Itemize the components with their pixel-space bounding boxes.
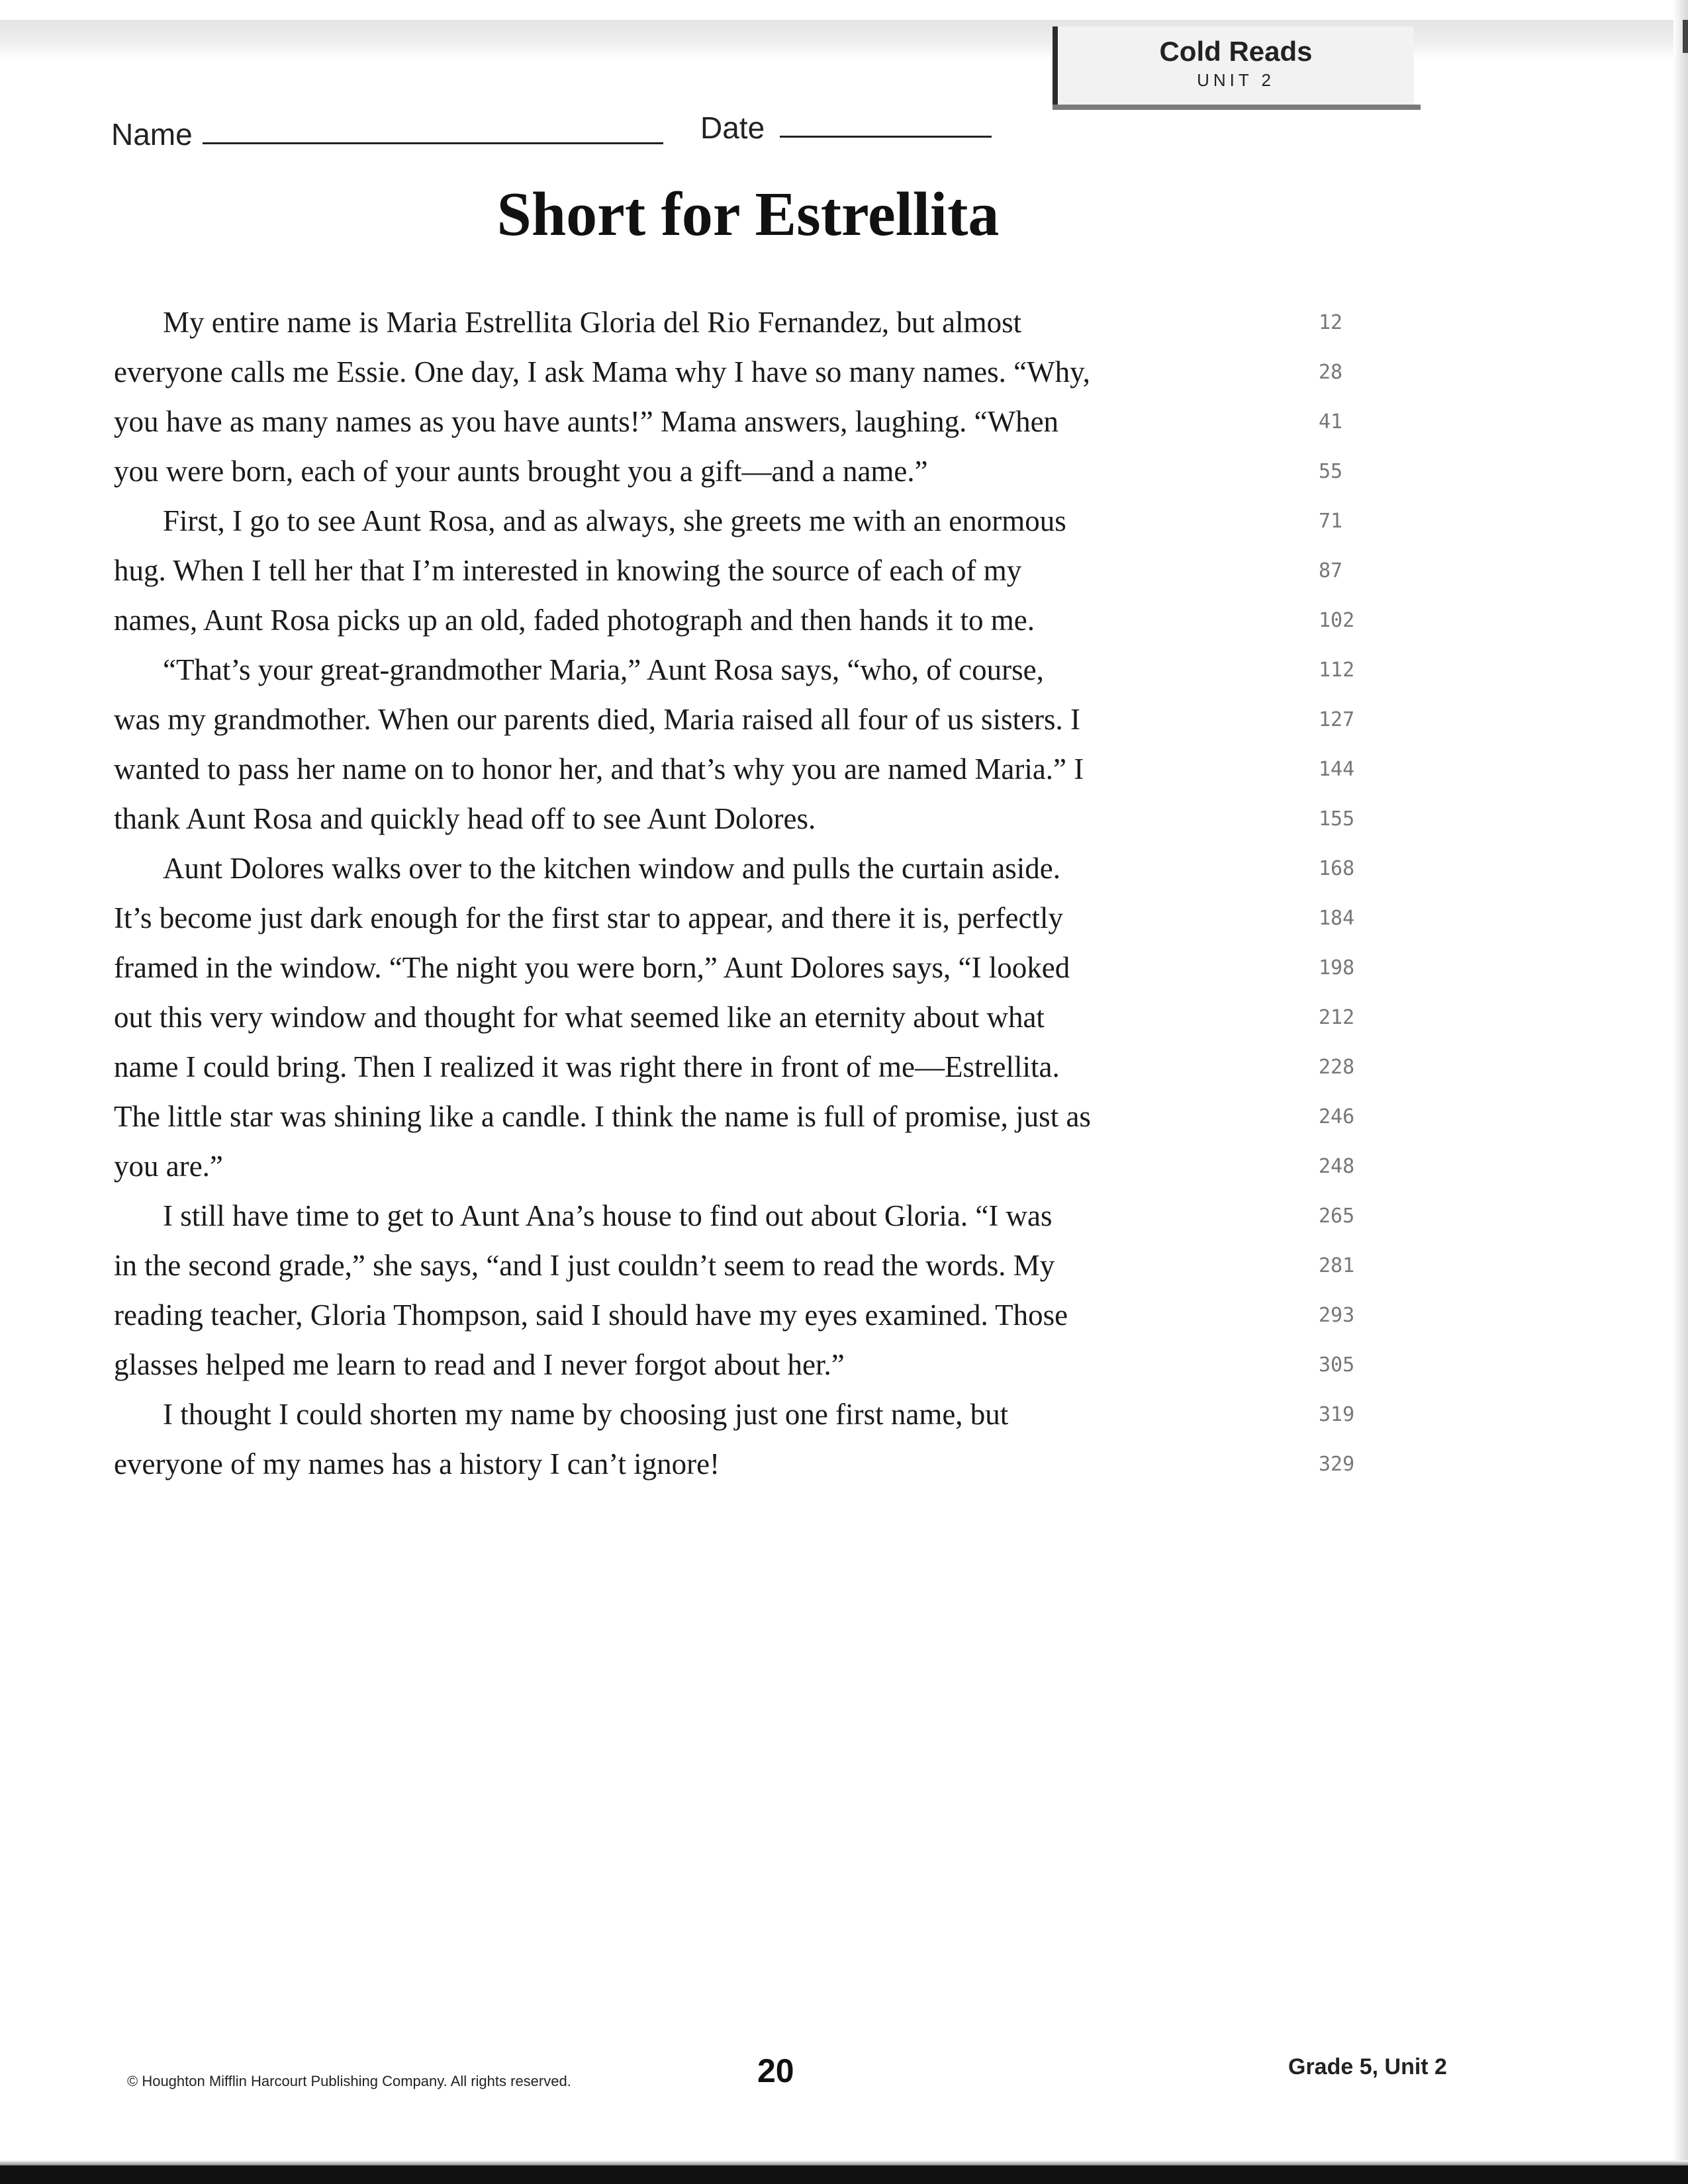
- passage: [114, 298, 1355, 1489]
- passage-line-text: I thought I could shorten my name by choosing just one first name, but: [163, 1398, 1009, 1431]
- passage-line-text: I still have time to get to Aunt Ana’s house to find out about Gloria. “I was: [163, 1199, 1053, 1232]
- passage-line-text: “That’s your great-grandmother Maria,” Aunt Rosa says, “who, of course,: [163, 653, 1044, 686]
- passage-line: [114, 745, 1355, 794]
- word-count: 112: [1319, 659, 1355, 682]
- date-label: Date: [700, 111, 765, 145]
- passage-line: [114, 1042, 1355, 1092]
- passage-line: [114, 1092, 1355, 1142]
- passage-line: [114, 1241, 1355, 1291]
- word-count: 329: [1319, 1453, 1355, 1476]
- passage-line-text: wanted to pass her name on to honor her, and that’s why you are named Maria.” I: [114, 752, 1084, 786]
- grade-unit-label: Grade 5, Unit 2: [1288, 2054, 1447, 2079]
- word-count: 212: [1319, 1006, 1355, 1029]
- word-count: 281: [1319, 1254, 1355, 1277]
- passage-line-text: First, I go to see Aunt Rosa, and as always, she greets me with an enormous: [163, 504, 1066, 537]
- name-label: Name: [111, 117, 193, 152]
- tab-title: Cold Reads: [1159, 36, 1313, 67]
- passage-line: [114, 1291, 1355, 1340]
- word-count: 12: [1319, 311, 1343, 334]
- passage-line: [114, 844, 1355, 893]
- passage-line: [114, 1142, 1355, 1191]
- passage-line: [114, 1191, 1355, 1241]
- word-count: 198: [1319, 956, 1355, 979]
- passage-line-text: Aunt Dolores walks over to the kitchen window and pulls the curtain aside.: [163, 852, 1060, 885]
- passage-line: [114, 298, 1343, 347]
- word-count: 248: [1319, 1155, 1355, 1178]
- story-title: Short for Estrellita: [496, 180, 1000, 249]
- passage-line-text: thank Aunt Rosa and quickly head off to see Aunt Dolores.: [114, 802, 816, 835]
- passage-line: [114, 893, 1355, 943]
- word-count: 228: [1319, 1056, 1355, 1079]
- passage-line-text: everyone of my names has a history I can’t ignore!: [114, 1447, 720, 1480]
- word-count: 184: [1319, 907, 1355, 930]
- scan-shadow-right: [1673, 0, 1688, 2184]
- passage-line: [114, 794, 1355, 844]
- passage-line: [114, 347, 1343, 397]
- passage-line-text: you are.”: [114, 1150, 223, 1183]
- passage-line-text: framed in the window. “The night you were born,” Aunt Dolores says, “I looked: [114, 951, 1070, 984]
- passage-line-text: The little star was shining like a candle. I think the name is full of promise, just as: [114, 1100, 1091, 1133]
- passage-line-text: names, Aunt Rosa picks up an old, faded photograph and then hands it to me.: [114, 604, 1035, 637]
- copyright-notice: © Houghton Mifflin Harcourt Publishing Company. All rights reserved.: [127, 2073, 571, 2089]
- passage-line-text: It’s become just dark enough for the first star to appear, and there it is, perfectly: [114, 901, 1063, 934]
- passage-line: [114, 596, 1355, 645]
- passage-line-text: in the second grade,” she says, “and I just couldn’t seem to read the words. My: [114, 1249, 1055, 1282]
- passage-line: [114, 993, 1355, 1042]
- passage-line: [114, 1340, 1355, 1390]
- page-number: 20: [757, 2052, 794, 2089]
- passage-line: [114, 546, 1343, 596]
- word-count: 144: [1319, 758, 1355, 781]
- word-count: 293: [1319, 1304, 1355, 1327]
- passage-line-text: out this very window and thought for what seemed like an eternity about what: [114, 1001, 1045, 1034]
- passage-line-text: My entire name is Maria Estrellita Gloria del Rio Fernandez, but almost: [163, 306, 1022, 339]
- name-field-line[interactable]: [203, 142, 663, 144]
- word-count: 55: [1319, 460, 1343, 483]
- passage-line-text: you have as many names as you have aunts!” Mama answers, laughing. “When: [114, 405, 1059, 438]
- cold-reads-tab: [1053, 26, 1414, 107]
- word-count: 102: [1319, 609, 1355, 632]
- passage-line-text: was my grandmother. When our parents died, Maria raised all four of us sisters. I: [114, 703, 1081, 736]
- passage-line: [114, 397, 1343, 447]
- word-count: 41: [1319, 410, 1343, 433]
- passage-line: [114, 695, 1355, 745]
- word-count: 28: [1319, 361, 1343, 384]
- tab-subtitle: UNIT 2: [1197, 70, 1275, 90]
- passage-line: [114, 943, 1355, 993]
- passage-line: [114, 645, 1355, 695]
- scan-shadow-top: [0, 20, 1688, 60]
- word-count: 87: [1319, 559, 1343, 582]
- word-count: 246: [1319, 1105, 1355, 1128]
- passage-line-text: glasses helped me learn to read and I never forgot about her.”: [114, 1348, 845, 1381]
- tab-underline: [1053, 105, 1421, 110]
- passage-line-text: reading teacher, Gloria Thompson, said I should have my eyes examined. Those: [114, 1298, 1068, 1332]
- word-count: 319: [1319, 1403, 1355, 1426]
- passage-line-text: everyone calls me Essie. One day, I ask Mama why I have so many names. “Why,: [114, 355, 1090, 388]
- word-count: 168: [1319, 857, 1355, 880]
- passage-line: [114, 447, 1343, 496]
- passage-line: [114, 1439, 1355, 1489]
- passage-line: [114, 496, 1343, 546]
- word-count: 71: [1319, 510, 1343, 533]
- passage-line-text: you were born, each of your aunts brought you a gift—and a name.”: [114, 455, 928, 488]
- scan-edge-bottom: [0, 2160, 1688, 2165]
- word-count: 305: [1319, 1353, 1355, 1377]
- passage-line-text: hug. When I tell her that I’m interested in knowing the source of each of my: [114, 554, 1022, 587]
- scan-mark-right: [1683, 20, 1688, 53]
- word-count: 127: [1319, 708, 1355, 731]
- word-count: 155: [1319, 807, 1355, 831]
- date-field-line[interactable]: [780, 136, 992, 138]
- word-count: 265: [1319, 1205, 1355, 1228]
- passage-line-text: name I could bring. Then I realized it was right there in front of me—Estrellita.: [114, 1050, 1060, 1083]
- scan-bar-bottom: [0, 2165, 1688, 2184]
- passage-line: [114, 1390, 1355, 1439]
